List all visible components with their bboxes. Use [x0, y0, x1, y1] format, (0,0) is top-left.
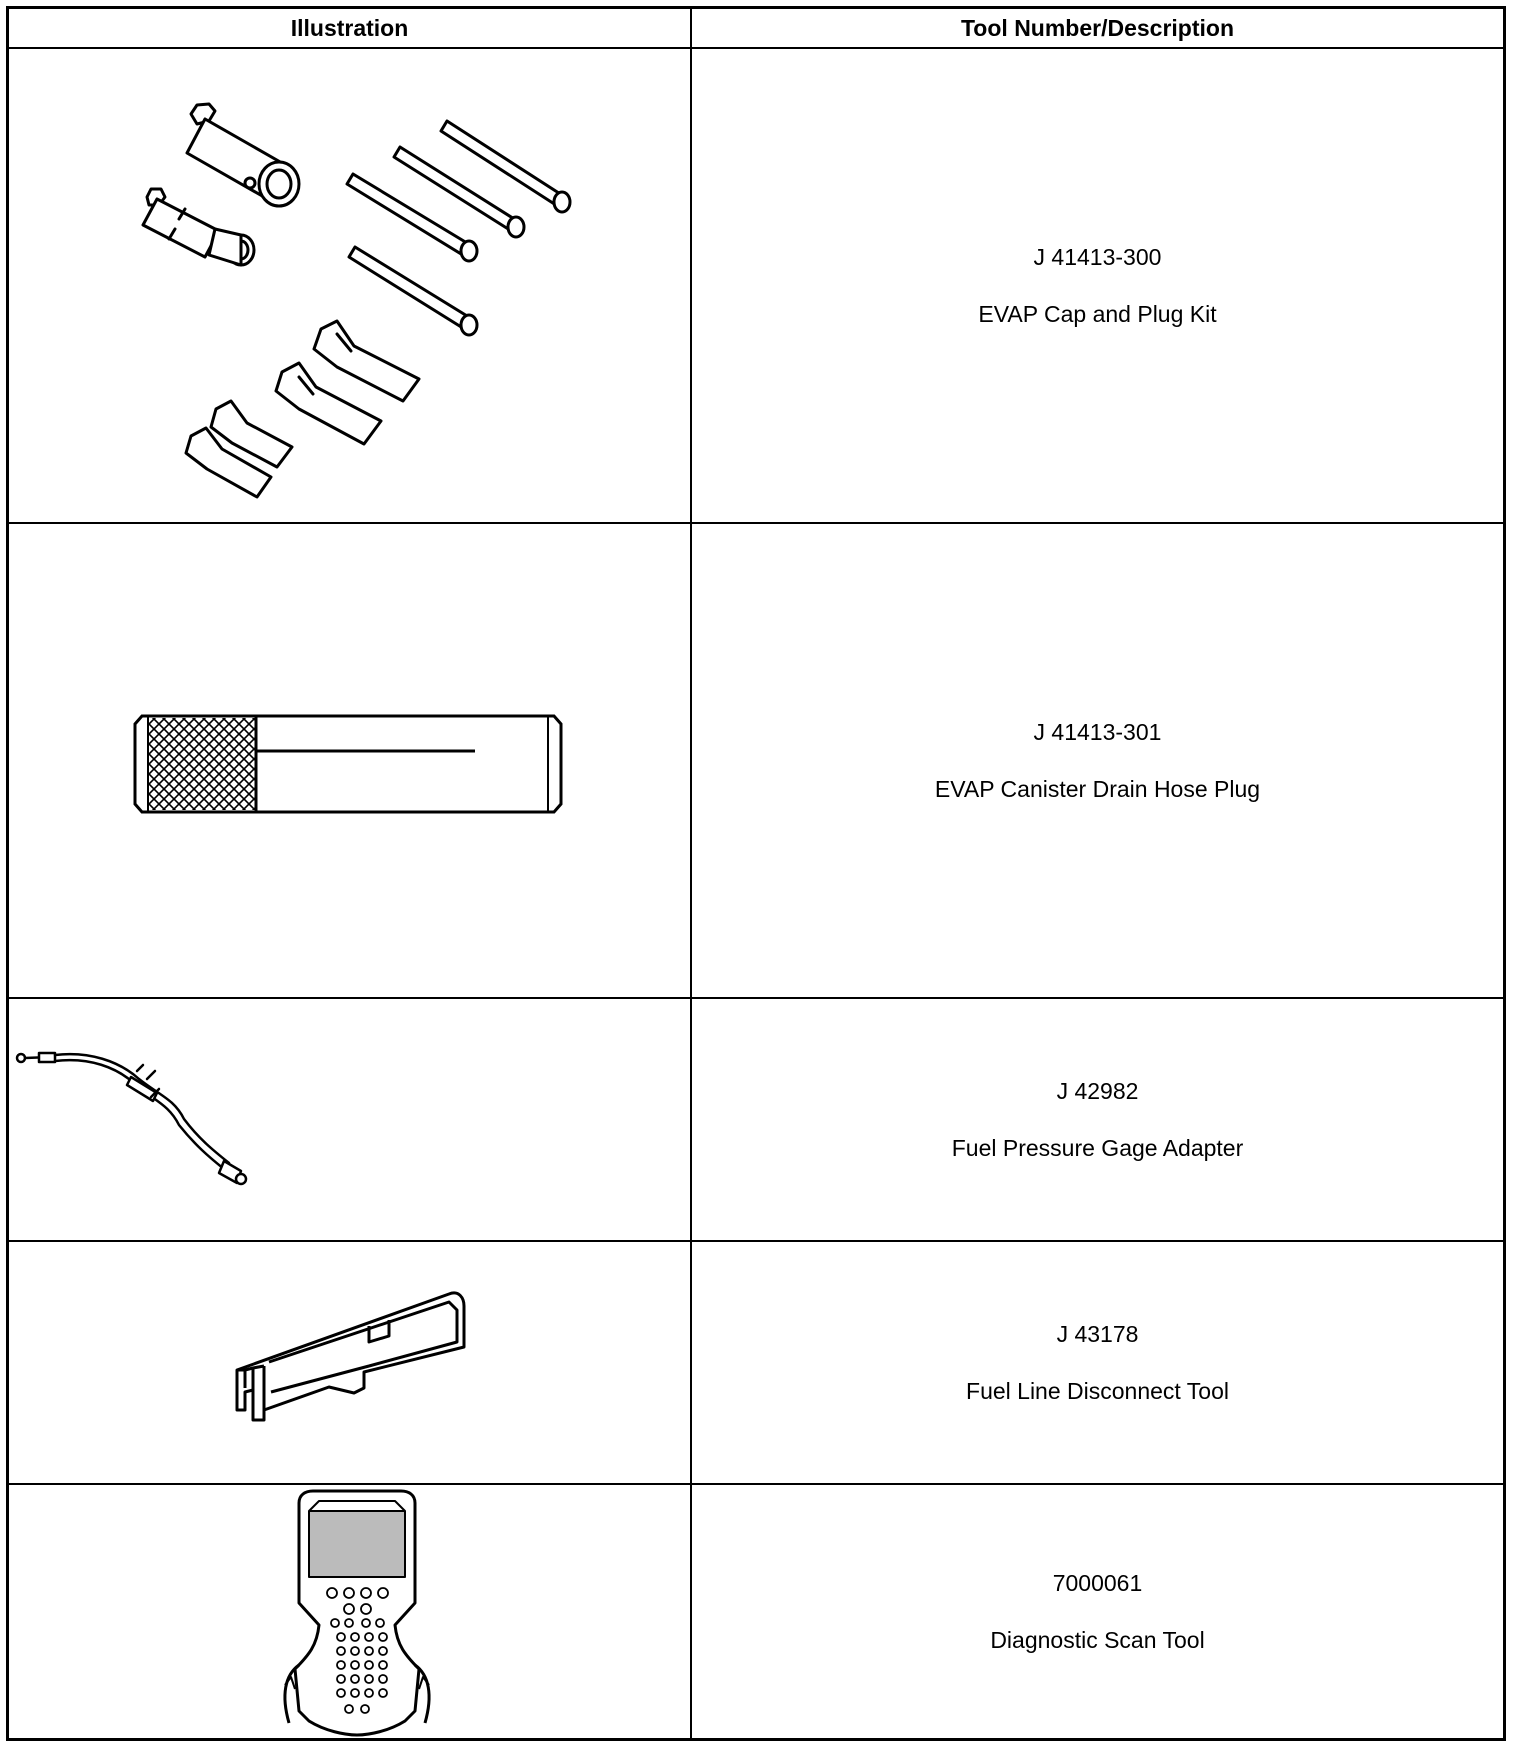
- tool-description: Fuel Pressure Gage Adapter: [951, 1134, 1244, 1161]
- table-row: [9, 1242, 1503, 1485]
- table-header-row: [9, 9, 1503, 49]
- tool-number: J 43178: [1056, 1320, 1139, 1347]
- evap-cap-plug-kit-icon: [9, 49, 690, 522]
- tool-description-cell: [692, 999, 1503, 1240]
- tool-number: J 42982: [1056, 1077, 1139, 1104]
- drain-hose-plug-icon: [9, 524, 690, 997]
- tool-description: Fuel Line Disconnect Tool: [966, 1377, 1229, 1404]
- tool-number: J 41413-301: [1033, 718, 1162, 745]
- table-row: [9, 999, 1503, 1242]
- diagnostic-scan-tool-icon: [9, 1485, 690, 1738]
- special-tools-table: [6, 6, 1506, 1741]
- header-illustration: Illustration: [290, 15, 409, 41]
- table-row: [9, 1485, 1503, 1738]
- fuel-pressure-adapter-icon: [9, 999, 690, 1240]
- tool-description: Diagnostic Scan Tool: [990, 1626, 1205, 1653]
- illustration-cell: [9, 524, 690, 997]
- fuel-line-disconnect-tool-icon: [9, 1242, 690, 1483]
- tool-number: 7000061: [1052, 1569, 1143, 1596]
- tool-description-cell: [692, 1485, 1503, 1738]
- illustration-cell: [9, 1242, 690, 1483]
- table-row: [9, 524, 1503, 999]
- tool-number: J 41413-300: [1033, 243, 1162, 270]
- header-tool-description: Tool Number/Description: [960, 15, 1235, 41]
- tool-description: EVAP Cap and Plug Kit: [978, 300, 1217, 327]
- illustration-cell: [9, 49, 690, 522]
- tool-description-cell: [692, 1242, 1503, 1483]
- tool-description-cell: [692, 49, 1503, 522]
- illustration-cell: [9, 999, 690, 1240]
- table-row: [9, 49, 1503, 524]
- tool-description-cell: [692, 524, 1503, 997]
- illustration-cell: [9, 1485, 690, 1738]
- tool-description: EVAP Canister Drain Hose Plug: [934, 775, 1261, 802]
